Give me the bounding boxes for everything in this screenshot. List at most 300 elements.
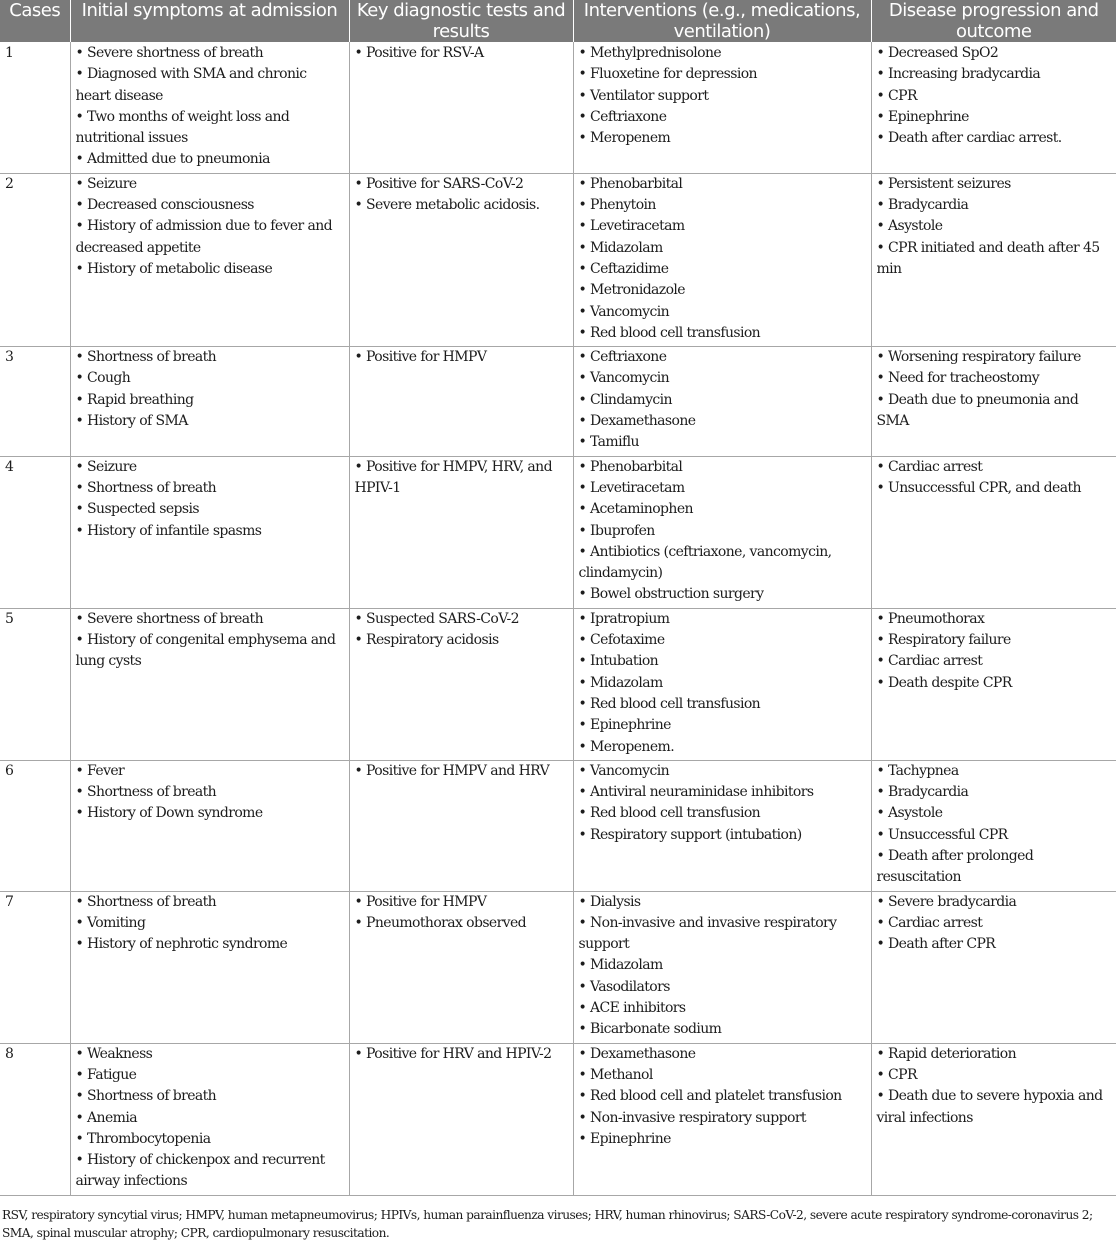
item-text: Cough — [87, 370, 131, 387]
list-item — [76, 43, 345, 64]
item-text: History of congenital emphysema and lung cysts — [75, 632, 336, 670]
case-number-cell: 3 — [0, 347, 70, 456]
item-text: History of admission due to fever and decreased appetite — [75, 218, 333, 256]
list-item — [579, 238, 867, 259]
list-item — [579, 803, 867, 824]
bullet: • — [75, 479, 84, 496]
interventions-cell — [573, 891, 871, 1043]
item-text: Death after prolonged resuscitation — [876, 847, 1034, 886]
list-item — [579, 216, 867, 237]
bullet: • — [578, 1021, 587, 1038]
list-item — [579, 64, 867, 85]
item-text: Ceftazidime — [590, 260, 669, 277]
list-item — [579, 977, 867, 998]
tests-cell — [349, 456, 573, 608]
list-item — [579, 1044, 867, 1065]
item-text: Positive for SARS-CoV-2 — [366, 175, 524, 192]
item-text: Bradycardia — [888, 197, 969, 214]
bullet: • — [578, 762, 587, 779]
bullet: • — [75, 1152, 84, 1169]
list-item — [877, 892, 1113, 913]
list-item — [76, 195, 345, 216]
bullet: • — [876, 762, 885, 779]
item-text: Positive for RSV-A — [366, 45, 484, 61]
item-text: Shortness of breath — [87, 784, 217, 801]
item-text: History of metabolic disease — [87, 260, 273, 277]
item-text: Positive for HMPV and HRV — [366, 762, 550, 779]
bullet: • — [578, 434, 587, 451]
item-text: Meropenem. — [590, 738, 675, 755]
list-item — [76, 149, 345, 170]
list-item — [355, 630, 569, 651]
bullet: • — [354, 914, 363, 931]
list-item — [877, 1086, 1113, 1129]
bullet: • — [578, 826, 587, 843]
bullet: • — [578, 1109, 587, 1126]
table-body — [0, 42, 1116, 1195]
list-item — [579, 584, 867, 605]
interventions-cell — [573, 1043, 871, 1195]
bullet: • — [876, 632, 885, 649]
list-item — [579, 1086, 867, 1107]
item-text: Pneumothorax observed — [366, 914, 527, 931]
list-item — [579, 478, 867, 499]
bullet: • — [876, 479, 885, 496]
bullet: • — [578, 914, 587, 931]
item-text: Vomiting — [87, 914, 146, 931]
list-item — [76, 64, 345, 107]
symptoms-cell — [70, 173, 349, 346]
list-item — [579, 998, 867, 1019]
bullet: • — [876, 197, 885, 214]
list-item — [579, 761, 867, 782]
item-text: History of Down syndrome — [87, 805, 263, 822]
list-item — [579, 782, 867, 803]
item-text: Vasodilators — [590, 978, 670, 995]
bullet: • — [75, 391, 84, 408]
table-header — [0, 0, 1116, 42]
bullet: • — [75, 1066, 84, 1083]
list-item — [579, 43, 867, 64]
header-row — [0, 0, 1116, 42]
item-text: Worsening respiratory failure — [888, 349, 1081, 366]
list-item — [579, 651, 867, 672]
item-text: Vancomycin — [590, 370, 670, 387]
item-text: Positive for HMPV, HRV, and HPIV-1 — [354, 458, 552, 496]
interventions-cell — [573, 42, 871, 173]
item-text: Suspected SARS-CoV-2 — [366, 610, 519, 627]
item-text: Death due to pneumonia and SMA — [876, 391, 1079, 430]
item-text: Positive for HMPV — [366, 349, 487, 366]
item-text: Unsuccessful CPR — [888, 826, 1008, 843]
item-text: Death despite CPR — [888, 674, 1012, 691]
bullet: • — [578, 674, 587, 691]
bullet: • — [75, 197, 84, 214]
bullet: • — [876, 239, 885, 256]
case-number-cell: 2 — [0, 173, 70, 346]
bullet: • — [75, 893, 84, 910]
item-text: History of nephrotic syndrome — [87, 936, 288, 953]
list-item — [877, 934, 1113, 955]
list-item — [579, 609, 867, 630]
bullet: • — [75, 1045, 84, 1062]
item-text: Rapid breathing — [87, 391, 194, 408]
bullet: • — [876, 674, 885, 691]
table-row — [0, 891, 1116, 1043]
item-text: Severe shortness of breath — [87, 45, 263, 61]
bullet: • — [578, 653, 587, 670]
list-item — [877, 195, 1113, 216]
bullet: • — [578, 717, 587, 734]
bullet: • — [578, 543, 587, 560]
item-text: Fatigue — [87, 1066, 137, 1083]
bullet: • — [578, 303, 587, 320]
list-item — [579, 542, 867, 585]
bullet: • — [876, 87, 885, 104]
list-item — [877, 457, 1113, 478]
item-text: Respiratory support (intubation) — [590, 826, 802, 843]
list-item — [76, 761, 345, 782]
tests-cell — [349, 173, 573, 346]
item-text: Intubation — [590, 653, 659, 670]
list-item — [877, 609, 1113, 630]
item-text: History of chickenpox and recurrent airway infections — [75, 1152, 325, 1190]
bullet: • — [578, 610, 587, 627]
item-text: Asystole — [888, 805, 943, 822]
list-item — [579, 630, 867, 651]
item-text: Red blood cell transfusion — [590, 324, 761, 341]
bullet: • — [578, 260, 587, 277]
tests-cell — [349, 347, 573, 456]
item-text: Dexamethasone — [590, 413, 696, 430]
item-text: Severe bradycardia — [888, 893, 1017, 910]
outcome-cell — [871, 760, 1116, 891]
list-item — [877, 782, 1113, 803]
item-text: Death due to severe hypoxia and viral infections — [876, 1088, 1103, 1126]
list-item — [877, 478, 1113, 499]
list-item — [76, 913, 345, 934]
item-text: Unsuccessful CPR, and death — [888, 479, 1081, 496]
bullet: • — [354, 762, 363, 779]
list-item — [877, 368, 1113, 389]
item-text: CPR — [888, 1066, 917, 1083]
list-item — [76, 368, 345, 389]
list-item — [579, 955, 867, 976]
list-item — [355, 913, 569, 934]
item-text: Shortness of breath — [87, 1088, 217, 1105]
list-item — [76, 216, 345, 259]
bullet: • — [578, 45, 587, 61]
list-item — [579, 107, 867, 128]
item-text: Cardiac arrest — [888, 653, 983, 670]
item-text: Ventilator support — [590, 87, 709, 104]
item-text: Bicarbonate sodium — [590, 1021, 722, 1038]
bullet: • — [354, 893, 363, 910]
list-item — [579, 1129, 867, 1150]
list-item — [579, 1065, 867, 1086]
list-item — [76, 803, 345, 824]
item-text: Phenobarbital — [590, 458, 683, 475]
bullet: • — [75, 151, 84, 168]
list-item — [579, 499, 867, 520]
item-text: Bradycardia — [888, 784, 969, 801]
bullet: • — [578, 324, 587, 341]
list-item — [579, 432, 867, 453]
list-item — [877, 216, 1113, 237]
list-item — [877, 64, 1113, 85]
bullet: • — [75, 805, 84, 822]
bullet: • — [876, 45, 885, 61]
item-text: Metronidazole — [590, 282, 685, 299]
list-item — [76, 782, 345, 803]
item-text: Non-invasive and invasive respiratory support — [578, 914, 837, 953]
symptoms-cell — [70, 456, 349, 608]
item-text: Ceftriaxone — [590, 349, 667, 366]
item-text: Meropenem — [590, 130, 671, 147]
item-text: Midazolam — [590, 957, 663, 974]
bullet: • — [578, 1000, 587, 1017]
list-item — [877, 238, 1113, 281]
item-text: Thrombocytopenia — [87, 1130, 211, 1147]
item-text: Suspected sepsis — [87, 501, 199, 518]
bullet: • — [75, 349, 84, 366]
bullet: • — [578, 501, 587, 518]
item-text: Seizure — [87, 458, 137, 475]
bullet: • — [578, 66, 587, 83]
bullet: • — [75, 610, 84, 627]
item-text: Rapid deterioration — [888, 1045, 1017, 1062]
item-text: Persistent seizures — [888, 175, 1011, 192]
item-text: Antibiotics (ceftriaxone, vancomycin, clindamycin) — [578, 543, 832, 582]
symptoms-cell — [70, 347, 349, 456]
item-text: Epinephrine — [888, 108, 969, 125]
bullet: • — [876, 349, 885, 366]
item-text: Bowel obstruction surgery — [590, 586, 764, 603]
bullet: • — [578, 1130, 587, 1147]
list-item — [355, 609, 569, 630]
bullet: • — [876, 847, 885, 864]
bullet: • — [75, 66, 84, 83]
symptoms-cell — [70, 1043, 349, 1195]
table-row — [0, 760, 1116, 891]
list-item — [877, 128, 1113, 149]
header-cases: Cases — [0, 0, 70, 42]
bullet: • — [578, 1088, 587, 1105]
bullet: • — [354, 610, 363, 627]
item-text: Increasing bradycardia — [888, 66, 1041, 83]
item-text: Fluoxetine for depression — [590, 66, 757, 83]
bullet: • — [75, 45, 84, 61]
item-text: Asystole — [888, 218, 943, 235]
list-item — [579, 892, 867, 913]
list-item — [579, 280, 867, 301]
interventions-cell — [573, 760, 871, 891]
bullet: • — [578, 218, 587, 235]
item-text: Tamiflu — [590, 434, 639, 451]
list-item — [579, 390, 867, 411]
header-outcome: Disease progression and outcome — [871, 0, 1116, 42]
bullet: • — [876, 653, 885, 670]
item-text: Tachypnea — [888, 762, 959, 779]
list-item — [877, 1065, 1113, 1086]
bullet: • — [876, 66, 885, 83]
bullet: • — [75, 522, 84, 539]
item-text: Diagnosed with SMA and chronic heart disease — [75, 66, 307, 104]
bullet: • — [75, 413, 84, 430]
list-item — [579, 521, 867, 542]
item-text: Clindamycin — [590, 391, 672, 408]
bullet: • — [876, 610, 885, 627]
symptoms-cell — [70, 891, 349, 1043]
list-item — [76, 1108, 345, 1129]
table-row — [0, 456, 1116, 608]
item-text: Methylprednisolone — [590, 45, 722, 61]
list-item — [76, 457, 345, 478]
item-text: Shortness of breath — [87, 893, 217, 910]
bullet: • — [75, 175, 84, 192]
bullet: • — [75, 501, 84, 518]
bullet: • — [578, 458, 587, 475]
list-item — [877, 673, 1113, 694]
list-item — [76, 1044, 345, 1065]
item-text: Midazolam — [590, 674, 663, 691]
item-text: Admitted due to pneumonia — [87, 151, 270, 168]
list-item — [877, 107, 1113, 128]
interventions-cell — [573, 456, 871, 608]
list-item — [877, 43, 1113, 64]
list-item — [579, 411, 867, 432]
bullet: • — [75, 218, 84, 235]
list-item — [579, 368, 867, 389]
bullet: • — [876, 826, 885, 843]
item-text: Acetaminophen — [590, 501, 693, 518]
case-number-cell: 6 — [0, 760, 70, 891]
tests-cell — [349, 891, 573, 1043]
item-text: Death after CPR — [888, 936, 996, 953]
bullet: • — [75, 1088, 84, 1105]
item-text: Cardiac arrest — [888, 458, 983, 475]
list-item — [579, 323, 867, 344]
list-item — [579, 457, 867, 478]
bullet: • — [75, 632, 84, 649]
list-item — [579, 347, 867, 368]
header-interventions: Interventions (e.g., medications, ventilation) — [573, 0, 871, 42]
list-item — [579, 195, 867, 216]
bullet: • — [876, 936, 885, 953]
bullet: • — [578, 893, 587, 910]
bullet: • — [578, 87, 587, 104]
item-text: CPR — [888, 87, 917, 104]
bullet: • — [876, 458, 885, 475]
list-item — [877, 86, 1113, 107]
list-item — [877, 347, 1113, 368]
header-diagnostic-tests: Key diagnostic tests and results — [349, 0, 573, 42]
header-initial-symptoms: Initial symptoms at admission — [70, 0, 349, 42]
bullet: • — [578, 175, 587, 192]
list-item — [579, 1108, 867, 1129]
bullet: • — [876, 108, 885, 125]
item-text: Respiratory acidosis — [366, 632, 499, 649]
bullet: • — [578, 391, 587, 408]
item-text: Vancomycin — [590, 303, 670, 320]
item-text: Red blood cell and platelet transfusion — [590, 1088, 842, 1105]
list-item — [579, 913, 867, 956]
item-text: Levetiracetam — [590, 479, 685, 496]
list-item — [579, 673, 867, 694]
bullet: • — [578, 978, 587, 995]
bullet: • — [578, 197, 587, 214]
bullet: • — [75, 370, 84, 387]
item-text: Need for tracheostomy — [888, 370, 1040, 387]
bullet: • — [578, 957, 587, 974]
list-item — [877, 1044, 1113, 1065]
item-text: Phenytoin — [590, 197, 656, 214]
list-item — [76, 411, 345, 432]
outcome-cell — [871, 608, 1116, 760]
list-item — [579, 174, 867, 195]
list-item — [76, 892, 345, 913]
bullet: • — [578, 738, 587, 755]
item-text: Cefotaxime — [590, 632, 665, 649]
list-item — [877, 390, 1113, 433]
bullet: • — [578, 282, 587, 299]
list-item — [76, 934, 345, 955]
list-item — [355, 892, 569, 913]
outcome-cell — [871, 173, 1116, 346]
item-text: History of infantile spasms — [87, 522, 262, 539]
bullet: • — [578, 1066, 587, 1083]
bullet: • — [876, 1045, 885, 1062]
case-number-cell: 4 — [0, 456, 70, 608]
item-text: Anemia — [87, 1109, 137, 1126]
bullet: • — [578, 805, 587, 822]
item-text: Red blood cell transfusion — [590, 695, 761, 712]
table-row — [0, 42, 1116, 173]
list-item — [76, 1129, 345, 1150]
list-item — [76, 107, 345, 150]
bullet: • — [354, 45, 363, 61]
bullet: • — [354, 197, 363, 214]
item-text: Two months of weight loss and nutritional issues — [75, 108, 290, 147]
bullet: • — [578, 522, 587, 539]
bullet: • — [354, 349, 363, 366]
item-text: Cardiac arrest — [888, 914, 983, 931]
table-row — [0, 1043, 1116, 1195]
bullet: • — [578, 413, 587, 430]
list-item — [76, 259, 345, 280]
case-number-cell: 5 — [0, 608, 70, 760]
table-row — [0, 608, 1116, 760]
bullet: • — [354, 632, 363, 649]
list-item — [877, 913, 1113, 934]
bullet: • — [75, 784, 84, 801]
item-text: Severe shortness of breath — [87, 610, 263, 627]
item-text: Decreased SpO2 — [888, 45, 999, 61]
bullet: • — [75, 458, 84, 475]
bullet: • — [876, 391, 885, 408]
item-text: History of SMA — [87, 413, 188, 430]
list-item — [76, 1065, 345, 1086]
list-item — [76, 390, 345, 411]
list-item — [877, 803, 1113, 824]
bullet: • — [354, 175, 363, 192]
bullet: • — [876, 914, 885, 931]
item-text: Non-invasive respiratory support — [590, 1109, 806, 1126]
bullet: • — [876, 1066, 885, 1083]
item-text: Dialysis — [590, 893, 641, 910]
bullet: • — [876, 784, 885, 801]
item-text: Antiviral neuraminidase inhibitors — [590, 784, 814, 801]
